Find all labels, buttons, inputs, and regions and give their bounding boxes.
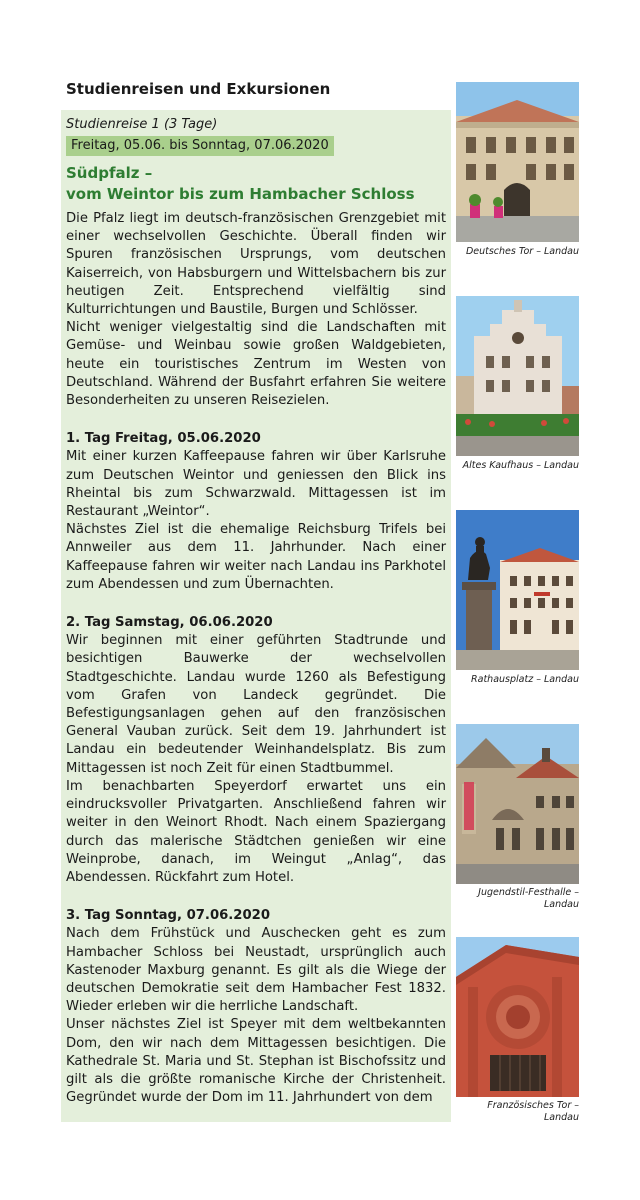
photo-caption: Französisches Tor – Landau: [487, 1100, 579, 1123]
photo-caption: Rathausplatz – Landau: [471, 674, 579, 685]
intro-paragraph: Die Pfalz liegt im deutsch-französischen Grenzgebiet mit einer wechselvollen Geschichte. Überall finden wir Spuren französischen Ursprungs, vom deutschen Kaiserreich, von Habsburgern und Wittelsbachern bis zur heutigen Zeit. Entsprechend vielfältig sind Kulturrichtungen und Baustile, Burgen und Schlösser.: [66, 211, 446, 318]
photo-rathausplatz: [456, 510, 579, 670]
tour-title-line2: vom Weintor bis zum Hambacher Schloss: [66, 185, 415, 203]
building-photo-icon: [456, 82, 579, 242]
tour-description: [66, 210, 446, 1107]
section-title: Studienreisen und Exkursionen: [66, 80, 331, 98]
photo-altes-kaufhaus: [456, 296, 579, 456]
day-paragraph: Wir beginnen mit einer geführten Stadtrunde und besichtigen Bauwerke der wechselvollen Stadtgeschichte. Landau wurde 1260 als Befestigung vom Grafen von Landeck gegründet. Die Befestigungsanlagen gehen auf den französischen General Vauban zurück. Seit dem 19. Jahrhundert ist Landau ein bedeutender Weinhandelsplatz. Bis zum Mittagessen ist noch Zeit für einen Stadtbummel.: [66, 633, 446, 776]
day-paragraph: Nächstes Ziel ist die ehemalige Reichsburg Trifels bei Annweiler aus dem 11. Jahrhunder. Nach einer Kaffeepause fahren wir weiter nach Landau ins Parkhotel zum Abendessen und zum Übernachten.: [66, 522, 446, 592]
tour-dates: Freitag, 05.06. bis Sonntag, 07.06.2020: [66, 136, 334, 156]
day-paragraph: Im benachbarten Speyerdorf erwartet uns ein eindrucksvoller Privatgarten. Anschließend fahren wir weiter in den Weinort Rhodt. Nach einem Spaziergang durch das malerische Städtchen genießen wir eine Weinprobe, danach, im Weingut „Anlag“, das Abendessen. Rückfahrt zum Hotel.: [66, 778, 446, 885]
photo-franzoesisches-tor: [456, 937, 579, 1097]
photo-festhalle: [456, 724, 579, 884]
tour-subtitle: Studienreise 1 (3 Tage): [66, 117, 218, 132]
day-heading: 1. Tag Freitag, 05.06.2020: [66, 431, 261, 447]
tour-title: [66, 163, 415, 205]
gate-photo-icon: [456, 937, 579, 1097]
tour-title-line1: Südpfalz –: [66, 164, 153, 182]
day-heading: 2. Tag Samstag, 06.06.2020: [66, 615, 273, 631]
day-heading: 3. Tag Sonntag, 07.06.2020: [66, 908, 271, 924]
photo-caption: Jugendstil-Festhalle – Landau: [478, 887, 579, 910]
photo-caption: Deutsches Tor – Landau: [465, 246, 579, 257]
day-paragraph: Mit einer kurzen Kaffeepause fahren wir über Karlsruhe zum Deutschen Weintor und geniessen den Blick ins Rheintal bis zum Schwarzwald. Mittagessen ist im Restaurant „Weintor“.: [66, 449, 446, 520]
building-photo-icon: [456, 724, 579, 884]
photo-deutsches-tor: [456, 82, 579, 242]
statue-photo-icon: [456, 510, 579, 670]
day-paragraph: Nach dem Frühstück und Auschecken geht es zum Hambacher Schloss bei Neustadt, ursprünglich auch Kastenoder Maxburg genannt. Es gilt als die Wiege der deutschen Demokratie seit dem Hambacher Fest 1832. Wieder erleben wir die herrliche Landschaft.: [66, 926, 446, 1015]
photo-caption: Altes Kaufhaus – Landau: [462, 460, 579, 471]
intro-paragraph: Nicht weniger vielgestaltig sind die Landschaften mit Gemüse- und Weinbau sowie großen Waldgebieten, heute ein touristisches Zentrum im Westen von Deutschland. Während der Busfahrt erfahren Sie weitere Besonderheiten zu unseren Reisezielen.: [66, 320, 446, 409]
building-photo-icon: [456, 296, 579, 456]
day-paragraph: Unser nächstes Ziel ist Speyer mit dem weltbekannten Dom, den wir nach dem Mittagessen besichtigen. Die Kathedrale St. Maria und St. Stephan ist Bischofssitz und gilt als die größte romanische Kirche der Christenheit. Gegründet wurde der Dom im 11. Jahrhundert von dem: [66, 1017, 446, 1106]
